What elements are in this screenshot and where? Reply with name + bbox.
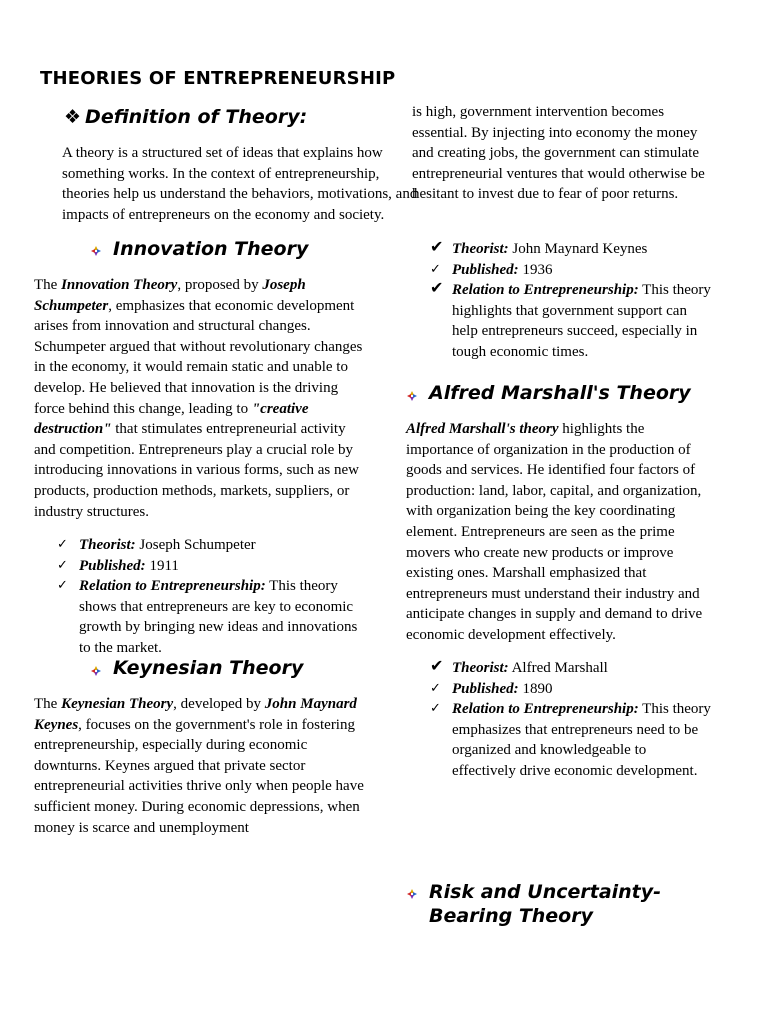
marshall-facts-list xyxy=(430,658,712,782)
text-run: that stimulates entrepreneurial activity and competition. Entrepreneurs play a crucial role by introducing innovations in various forms, such as new products, production methods, markets, suppliers, or industry structures. xyxy=(34,421,359,520)
fact-value: John Maynard Keynes xyxy=(508,241,648,257)
keynesian-paragraph xyxy=(34,694,364,838)
quoted-term: "creative destruction" xyxy=(34,400,309,438)
text-run: , proposed by xyxy=(177,277,263,293)
check-icon: ✓ xyxy=(57,578,68,594)
document-title: THEORIES OF ENTREPRENEURSHIP xyxy=(40,68,396,89)
innovation-facts-list xyxy=(57,535,362,659)
list-item xyxy=(57,535,362,556)
arrow-bullet-icon xyxy=(90,245,102,257)
text-run: The xyxy=(34,277,62,293)
check-icon: ✓ xyxy=(57,537,68,552)
fact-label: Theorist: xyxy=(452,660,509,676)
fact-label: Published: xyxy=(452,680,519,697)
fact-value: This theory highlights that government support can help entrepreneurs succeed, especially in tough economic times. xyxy=(452,282,711,360)
fact-value: 1890 xyxy=(518,680,553,697)
list-item xyxy=(57,576,362,658)
author-name: Joseph Schumpeter xyxy=(34,277,306,314)
fact-value: This theory emphasizes that entrepreneurs need to be organized and knowledgeable to effectively drive economic development. xyxy=(452,701,711,779)
innovation-heading: Innovation Theory xyxy=(113,238,309,260)
definition-heading-text: Definition of Theory: xyxy=(85,106,308,128)
fact-label: Relation to Entrepreneurship: xyxy=(79,578,266,595)
marshall-paragraph xyxy=(406,419,712,646)
marshall-heading: Alfred Marshall's Theory xyxy=(429,382,691,404)
check-icon: ✓ xyxy=(57,557,68,573)
fact-value: This theory shows that entrepreneurs are key to economic growth by bringing new ideas and innovations to the market. xyxy=(79,578,358,656)
fact-label: Relation to Entrepreneurship: xyxy=(452,282,639,299)
text-run: , developed by xyxy=(173,696,265,712)
fact-label: Published: xyxy=(452,261,519,278)
arrow-bullet-icon xyxy=(90,665,102,677)
list-item xyxy=(430,280,712,362)
definition-heading xyxy=(64,106,307,128)
check-icon: ✓ xyxy=(430,680,441,696)
text-run: highlights the importance of organization in the production of goods and services. He identified four factors of production: land, labor, capital, and organization, with organization being the key coordinating element. Entrepreneurs are seen as the prime movers who create new products or improve existing ones. Marshall emphasized that entrepreneurs must understand their industry and anticipate changes in supply and demand to drive economic development effectively. xyxy=(406,421,703,643)
innovation-paragraph xyxy=(34,275,364,522)
fact-label: Theorist: xyxy=(79,537,136,553)
fact-value: 1936 xyxy=(518,261,553,278)
text-run: , emphasizes that economic development arises from innovation and structural changes. Schumpeter argued that without revolutionary changes in the economy, it would remain static and unable to develop. He believed that innovation is the driving force behind this change, leading to xyxy=(34,297,363,417)
fact-label: Published: xyxy=(79,557,146,574)
fact-label: Relation to Entrepreneurship: xyxy=(452,701,639,718)
arrow-bullet-icon xyxy=(406,888,418,900)
list-item xyxy=(430,239,712,260)
text-run: , focuses on the government's role in fostering entrepreneurship, especially during economic downturns. Keynes argued that private sector entrepreneurial activities thrive only when people have sufficient money. During economic depressions, when money is scarce and unemployment xyxy=(34,716,364,836)
theory-name: Innovation Theory xyxy=(61,277,178,293)
check-icon: ✓ xyxy=(430,701,441,717)
list-item xyxy=(57,556,362,577)
definition-paragraph: A theory is a structured set of ideas that explains how something works. In the context of entrepreneurship, theories help us understand the behaviors, motivations, and impacts of entrepreneurs on the economy and society. xyxy=(62,145,418,223)
author-name: John Maynard Keynes xyxy=(34,696,357,733)
diamond-bullet-icon: ❖ xyxy=(64,106,82,128)
fact-value: 1911 xyxy=(145,557,179,574)
keynesian-facts-list xyxy=(430,239,712,363)
check-icon: ✔ xyxy=(430,237,444,256)
check-icon: ✔ xyxy=(430,278,444,298)
list-item xyxy=(430,260,712,281)
risk-heading: Risk and Uncertainty-Bearing Theory xyxy=(429,881,662,927)
keynesian-paragraph-continued: is high, government intervention becomes essential. By injecting into economy the money and creating jobs, the government can stimulate entrepreneurial ventures that would otherwise be hesitant to invest due to fear of poor returns. xyxy=(412,104,705,203)
fact-label: Theorist: xyxy=(452,241,509,257)
theory-name: Alfred Marshall's theory xyxy=(406,421,559,437)
list-item xyxy=(430,658,712,679)
arrow-bullet-icon xyxy=(406,390,418,402)
text-run: The xyxy=(34,696,62,712)
fact-value: Alfred Marshall xyxy=(508,660,608,676)
list-item xyxy=(430,679,712,700)
keynesian-heading: Keynesian Theory xyxy=(113,657,304,679)
check-icon: ✓ xyxy=(430,261,441,277)
theory-name: Keynesian Theory xyxy=(61,696,174,712)
fact-value: Joseph Schumpeter xyxy=(135,537,256,553)
check-icon: ✔ xyxy=(430,656,444,675)
list-item xyxy=(430,699,712,781)
